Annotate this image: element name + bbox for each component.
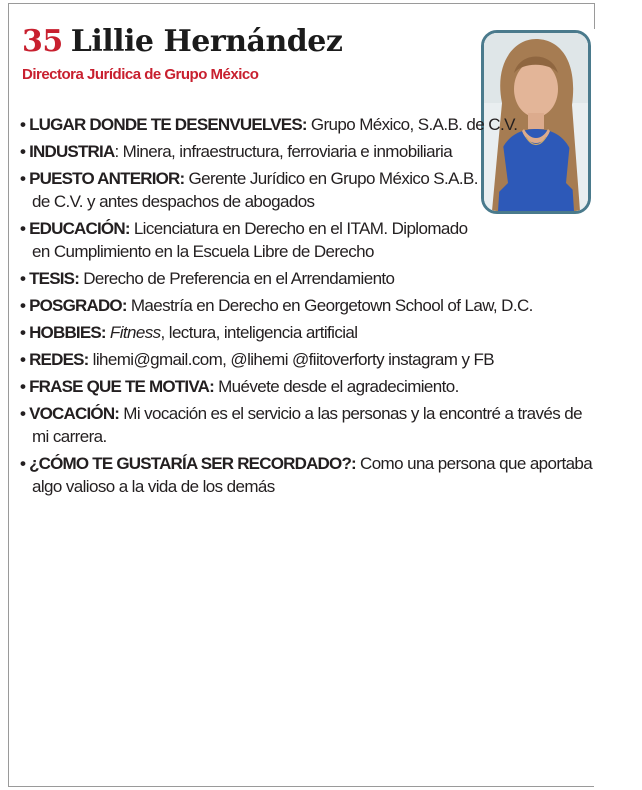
field-value: lihemi@gmail.com, @lihemi @fiitoverforty instagram y FB <box>92 350 495 369</box>
field-value: Gerente Jurídico en Grupo México S.A.B. de C.V. y antes despachos de abogados <box>32 169 478 211</box>
field-value-rest: , lectura, inteligencia artificial <box>160 323 358 342</box>
field-value: Mi vocación es el servicio a las personas y la encontré a través de mi carrera. <box>32 404 582 446</box>
field-value: Grupo México, S.A.B. de C.V. <box>310 115 518 134</box>
frame-left-rule <box>8 3 9 787</box>
field-value: Licenciatura en Derecho en el ITAM. Diplomado en Cumplimiento en la Escuela Libre de Derecho <box>32 219 468 261</box>
frame-bottom-rule <box>8 786 594 787</box>
field-redes <box>20 348 600 371</box>
field-educacion <box>20 217 482 263</box>
field-value: Como una persona que aportaba algo valioso a la vida de los demás <box>32 454 593 496</box>
field-label: • EDUCACIÓN: <box>20 219 130 238</box>
field-posgrado <box>20 294 600 317</box>
field-label: • FRASE QUE TE MOTIVA: <box>20 377 214 396</box>
profile-rank: 35 <box>22 24 63 59</box>
field-value: : Minera, infraestructura, ferroviaria e inmobiliaria <box>114 142 453 161</box>
field-frase <box>20 375 600 398</box>
field-value <box>110 323 358 342</box>
field-puesto-anterior <box>20 167 482 213</box>
field-tesis <box>20 267 600 290</box>
field-label: • TESIS: <box>20 269 80 288</box>
field-recordado <box>20 452 600 498</box>
frame-top-rule <box>8 3 594 4</box>
field-label: • POSGRADO: <box>20 296 127 315</box>
field-label: • PUESTO ANTERIOR: <box>20 169 185 188</box>
field-label: • HOBBIES: <box>20 323 106 342</box>
field-industria <box>20 140 600 163</box>
profile-name: Lillie Hernández <box>70 24 343 59</box>
field-lugar <box>20 113 600 136</box>
profile-fields <box>20 113 600 502</box>
field-value-italic: Fitness <box>109 323 161 342</box>
field-label: • LUGAR DONDE TE DESENVUELVES: <box>20 115 307 134</box>
field-label: • REDES: <box>20 350 89 369</box>
profile-header <box>22 24 342 84</box>
field-label: • ¿CÓMO TE GUSTARÍA SER RECORDADO?: <box>20 454 356 473</box>
field-vocacion <box>20 402 600 448</box>
field-label: • VOCACIÓN: <box>20 404 120 423</box>
field-label: • INDUSTRIA <box>20 142 115 161</box>
field-value: Muévete desde el agradecimiento. <box>218 377 459 396</box>
profile-position: Directora Jurídica de Grupo México <box>22 66 259 83</box>
profile-title <box>22 24 342 60</box>
field-hobbies <box>20 321 600 344</box>
field-value: Derecho de Preferencia en el Arrendamiento <box>83 269 395 288</box>
frame-right-rule <box>594 3 595 29</box>
field-value: Maestría en Derecho en Georgetown School of Law, D.C. <box>130 296 533 315</box>
